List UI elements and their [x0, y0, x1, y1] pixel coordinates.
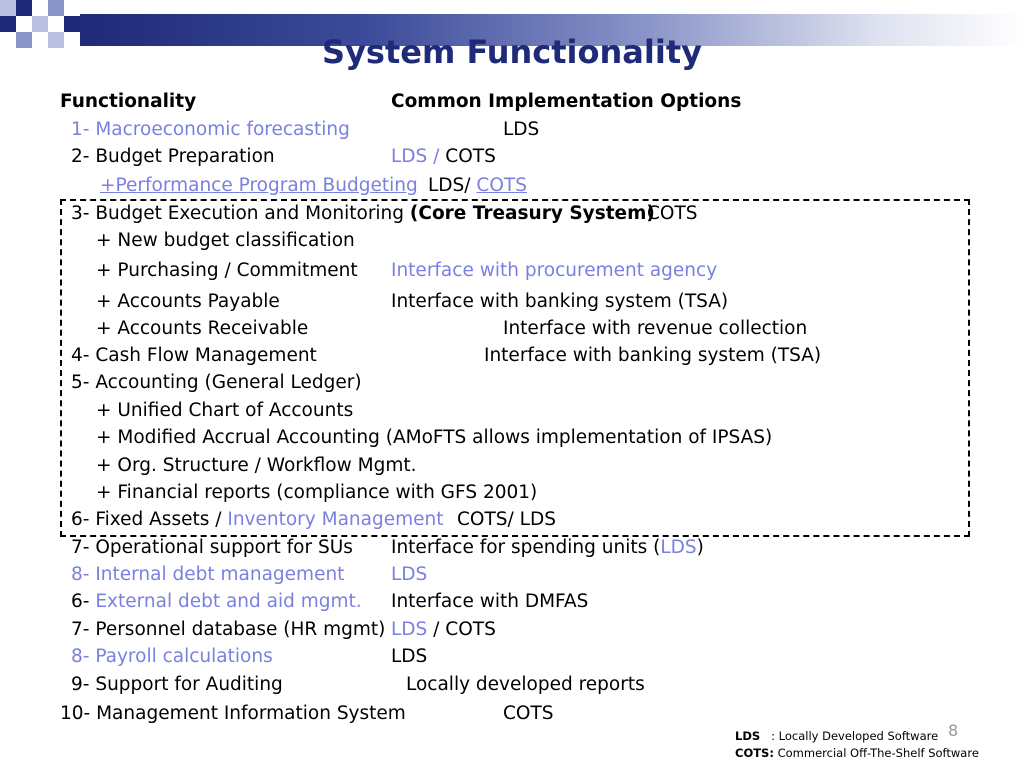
row-modified-accrual: + Modified Accrual Accounting (AMoFTS allows implementation of IPSAS) [96, 427, 773, 448]
row-mis-option: COTS [503, 703, 554, 724]
row-accounts-receivable: + Accounts Receivable [96, 318, 309, 339]
row-unified-chart: + Unified Chart of Accounts [96, 400, 354, 421]
row-inventory-label: Inventory Management [227, 509, 444, 530]
row-org-structure: + Org. Structure / Workflow Mgmt. [96, 455, 417, 476]
row-mis: 10- Management Information System [60, 703, 406, 724]
row-core-treasury-label: (Core Treasury System) [409, 203, 655, 224]
deco-square [32, 16, 48, 32]
row-auditing-option: Locally developed reports [406, 674, 645, 695]
row-budget-execution-option: COTS [647, 203, 698, 224]
row-internal-debt: 8- Internal debt management [71, 564, 345, 585]
row-performance-budgeting: +Performance Program Budgeting [100, 175, 418, 196]
row-financial-reports: + Financial reports (compliance with GFS 2001) [96, 482, 538, 503]
row-operational-support: 7- Operational support for SUs [71, 537, 353, 558]
legend-cots-key: COTS: [735, 746, 774, 760]
deco-square [0, 16, 16, 32]
row-budget-execution [71, 203, 655, 225]
row-external-debt [71, 591, 362, 613]
option-lds: LDS/ [428, 175, 471, 196]
slide-title: System Functionality [322, 33, 702, 71]
row-accounts-receivable-option: Interface with revenue collection [503, 318, 808, 339]
row-macroeconomic: 1- Macroeconomic forecasting [71, 119, 350, 140]
deco-square [64, 16, 80, 32]
option-cots: COTS [476, 175, 527, 196]
legend-lds-key: LDS [735, 729, 761, 743]
row-operational-support-option [391, 537, 704, 559]
deco-square [0, 0, 16, 16]
option-cots: COTS [439, 146, 496, 167]
row-fixed-assets-label: 6- Fixed Assets / [71, 509, 228, 530]
legend-lds-text: : Locally Developed Software [760, 729, 939, 743]
option-lds: LDS [660, 537, 697, 558]
row-new-budget-classification: + New budget classification [96, 230, 355, 251]
row-budget-execution-label: 3- Budget Execution and Monitoring [71, 203, 410, 224]
row-internal-debt-option: LDS [391, 564, 428, 585]
row-auditing: 9- Support for Auditing [71, 674, 283, 695]
row-fixed-assets-option: COTS/ LDS [457, 509, 556, 530]
row-budget-preparation: 2- Budget Preparation [71, 146, 275, 167]
row-budget-preparation-option [391, 146, 496, 168]
header-options: Common Implementation Options [391, 91, 742, 112]
header-functionality: Functionality [60, 91, 197, 112]
row-purchasing: + Purchasing / Commitment [96, 260, 358, 281]
row-payroll-option: LDS [391, 646, 428, 667]
deco-square [16, 0, 32, 16]
row-external-debt-number: 6- [71, 591, 96, 612]
option-paren: ) [696, 537, 704, 558]
deco-square [48, 0, 64, 16]
legend-lds [735, 729, 938, 743]
row-fixed-assets [71, 509, 443, 531]
row-purchasing-option: Interface with procurement agency [391, 260, 718, 281]
row-performance-budgeting-option [428, 175, 527, 197]
row-external-debt-option: Interface with DMFAS [391, 591, 589, 612]
option-lds: LDS / [391, 146, 440, 167]
row-external-debt-label: External debt and aid mgmt. [95, 591, 362, 612]
row-cash-flow-option: Interface with banking system (TSA) [484, 345, 822, 366]
page-number: 8 [948, 721, 959, 740]
option-interface-text: Interface for spending units ( [391, 537, 661, 558]
option-lds: LDS [391, 619, 428, 640]
option-cots: / COTS [427, 619, 496, 640]
row-macroeconomic-option: LDS [503, 119, 540, 140]
row-accounts-payable: + Accounts Payable [96, 291, 280, 312]
row-accounting: 5- Accounting (General Ledger) [71, 372, 362, 393]
legend-cots-text: Commercial Off-The-Shelf Software [773, 746, 979, 760]
legend-cots [735, 746, 979, 760]
row-payroll: 8- Payroll calculations [71, 646, 273, 667]
row-accounts-payable-option: Interface with banking system (TSA) [391, 291, 729, 312]
row-personnel-database: 7- Personnel database (HR mgmt) [71, 619, 386, 640]
row-personnel-database-option [391, 619, 496, 641]
row-cash-flow: 4- Cash Flow Management [71, 345, 317, 366]
